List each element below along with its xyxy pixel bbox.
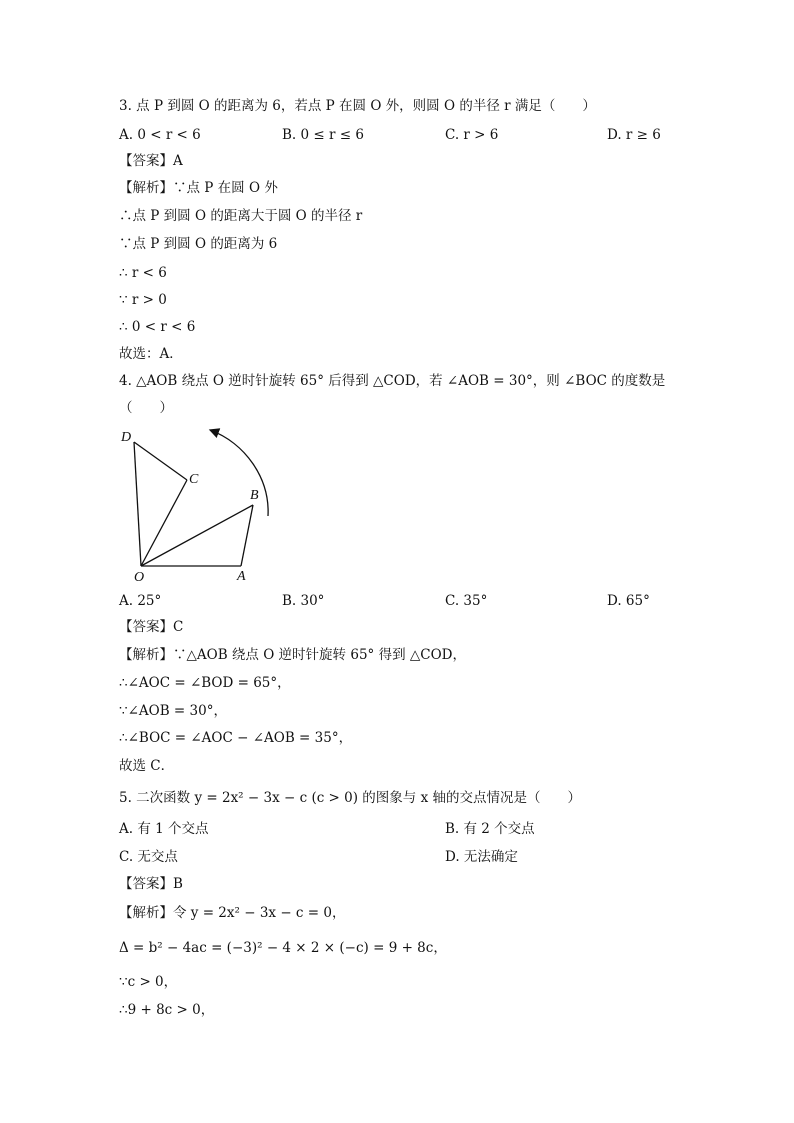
q3-option-a: A. 0 < r < 6 <box>119 127 201 143</box>
label-c: C <box>189 472 199 487</box>
q3-analysis-2: ∴点 P 到圆 O 的距离大于圆 O 的半径 r <box>119 208 363 224</box>
rotation-figure <box>110 418 290 590</box>
label-b: B <box>250 488 259 503</box>
q4-analysis-4: ∴∠BOC = ∠AOC − ∠AOB = 35°， <box>119 730 353 746</box>
q3-analysis-5: ∵ r > 0 <box>119 292 167 308</box>
q4-analysis-1: 【解析】∵△AOB 绕点 O 逆时针旋转 65° 得到 △COD， <box>119 647 466 663</box>
q5-analysis-2: Δ = b² − 4ac = (−3)² − 4 × 2 × (−c) = 9 + 8c， <box>119 940 447 956</box>
q3-analysis-3: ∵点 P 到圆 O 的距离为 6 <box>119 236 278 252</box>
q5-option-b: B. 有 2 个交点 <box>445 821 535 837</box>
label-o: O <box>134 570 145 585</box>
q4-stem-line2: （ ） <box>119 400 173 416</box>
rotation-arrow <box>210 430 268 516</box>
q5-analysis-3: ∵c > 0， <box>119 974 178 990</box>
q4-analysis-2: ∴∠AOC = ∠BOD = 65°， <box>119 675 291 691</box>
q3-option-b: B. 0 ≤ r ≤ 6 <box>282 127 364 143</box>
segment-od <box>134 442 141 566</box>
q5-analysis-4: ∴9 + 8c > 0， <box>119 1002 215 1018</box>
q3-analysis-6: ∴ 0 < r < 6 <box>119 319 196 335</box>
q3-answer: 【答案】A <box>119 153 183 169</box>
q3-analysis-7: 故选：A． <box>119 346 183 362</box>
q4-stem-line1: 4. △AOB 绕点 O 逆时针旋转 65° 后得到 △COD，若 ∠AOB = 30°，则 ∠BOC 的度数是 <box>119 373 666 389</box>
q5-answer: 【答案】B <box>119 876 183 892</box>
label-a: A <box>237 569 246 584</box>
q4-option-a: A. 25° <box>119 593 162 609</box>
q3-analysis-1: 【解析】∵点 P 在圆 O 外 <box>119 180 278 196</box>
segment-dc <box>134 442 187 480</box>
q5-option-c: C. 无交点 <box>119 849 178 865</box>
q4-analysis-3: ∵∠AOB = 30°， <box>119 703 227 719</box>
q3-option-d: D. r ≥ 6 <box>607 127 661 143</box>
segment-ba <box>241 505 253 566</box>
q4-answer: 【答案】C <box>119 619 184 635</box>
q5-option-a: A. 有 1 个交点 <box>119 821 209 837</box>
q3-stem: 3. 点 P 到圆 O 的距离为 6，若点 P 在圆 O 外，则圆 O 的半径 r 满足（ ） <box>119 98 596 114</box>
q4-option-c: C. 35° <box>445 593 488 609</box>
q3-analysis-4: ∴ r < 6 <box>119 265 167 281</box>
q5-analysis-1: 【解析】令 y = 2x² − 3x − c = 0， <box>119 905 346 921</box>
q3-option-c: C. r > 6 <box>445 127 499 143</box>
q4-option-d: D. 65° <box>607 593 650 609</box>
q5-option-d: D. 无法确定 <box>445 849 518 865</box>
q4-option-b: B. 30° <box>282 593 325 609</box>
q5-stem: 5. 二次函数 y = 2x² − 3x − c (c > 0) 的图象与 x 轴的交点情况是（ ） <box>119 790 582 806</box>
q4-analysis-5: 故选 C． <box>119 758 175 774</box>
label-d: D <box>121 430 132 445</box>
